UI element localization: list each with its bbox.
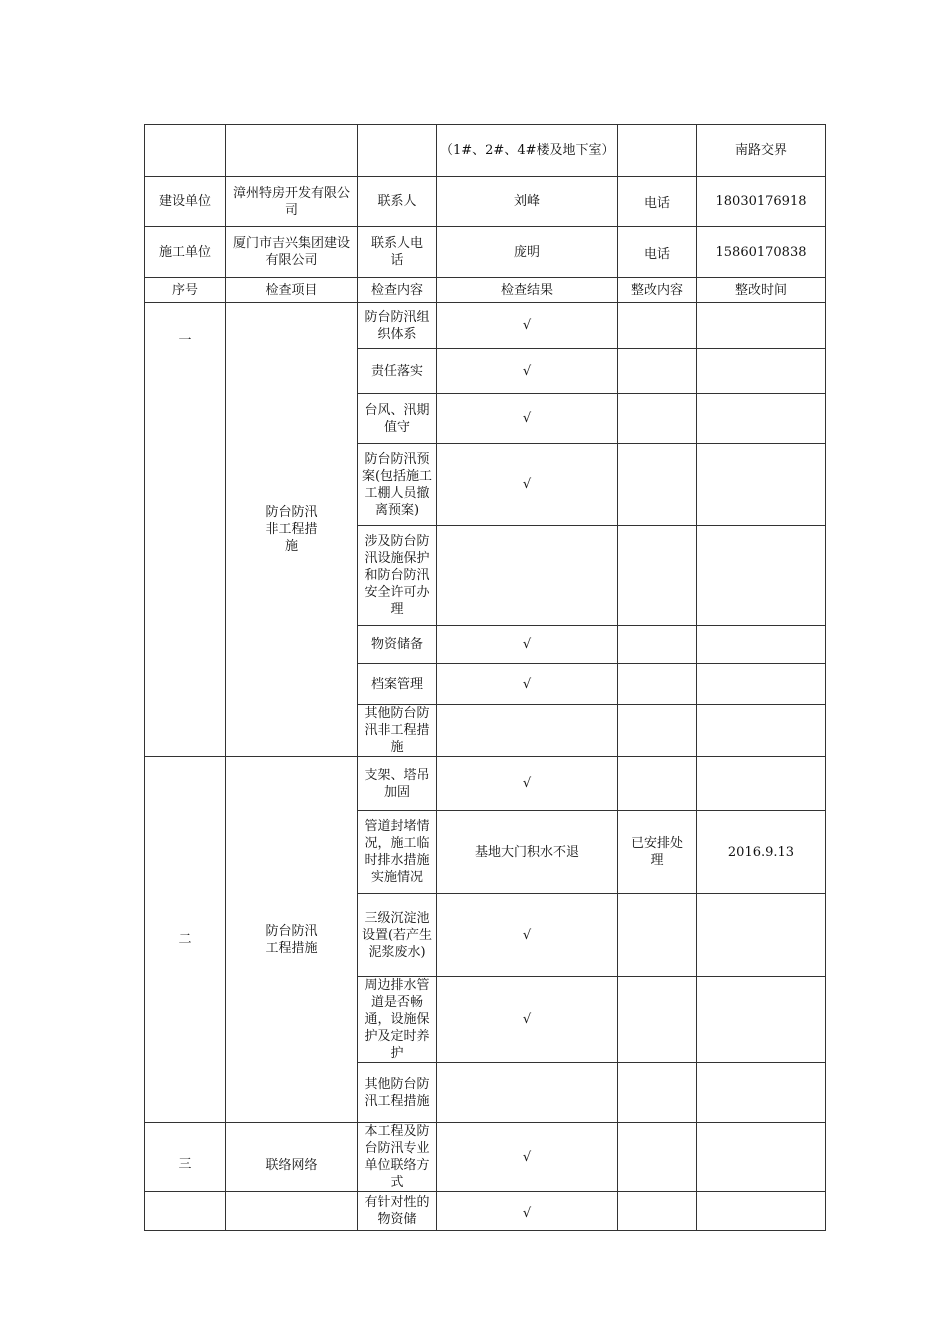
check-content: 物资储备: [358, 626, 437, 664]
check-content: 涉及防台防汛设施保护和防台防汛安全许可办理: [358, 526, 437, 626]
check-result: √: [437, 894, 618, 977]
section-3-item: 联络网络: [226, 1123, 358, 1192]
table-row: [145, 303, 826, 349]
col-item: 检查项目: [226, 278, 358, 303]
check-result: [437, 1063, 618, 1123]
check-result: √: [437, 303, 618, 349]
check-result: √: [437, 394, 618, 444]
constructor-name: 厦门市吉兴集团建设有限公司: [226, 227, 358, 278]
check-content: 责任落实: [358, 349, 437, 394]
check-result: √: [437, 349, 618, 394]
header-row-continuation: [145, 125, 826, 177]
check-result: 基地大门积水不退: [437, 811, 618, 894]
check-result: √: [437, 757, 618, 811]
builder-label: 建设单位: [145, 177, 226, 227]
check-result: [437, 526, 618, 626]
check-result: √: [437, 664, 618, 705]
check-content: 其他防台防汛工程措施: [358, 1063, 437, 1123]
builder-name: 漳州特房开发有限公司: [226, 177, 358, 227]
check-result: √: [437, 977, 618, 1063]
check-result: √: [437, 444, 618, 526]
builder-contact: 刘峰: [437, 177, 618, 227]
col-content: 检查内容: [358, 278, 437, 303]
check-content: 三级沉淀池设置(若产生泥浆废水): [358, 894, 437, 977]
project-location-cell: （1#、2#、4#楼及地下室）: [437, 125, 618, 177]
check-content: 档案管理: [358, 664, 437, 705]
check-content: 防台防汛预案(包括施工工棚人员撤离预案): [358, 444, 437, 526]
table-row: [145, 1192, 826, 1231]
check-result: √: [437, 1192, 618, 1231]
constructor-contact: 庞明: [437, 227, 618, 278]
builder-phone: 18030176918: [697, 177, 826, 227]
constructor-contact-label: 联系人电话: [358, 227, 437, 278]
check-content: 防台防汛组织体系: [358, 303, 437, 349]
section-1-item: 防台防汛非工程措施: [226, 303, 358, 757]
check-content: 台风、汛期值守: [358, 394, 437, 444]
section-2-no: 二: [145, 757, 226, 1123]
section-1-no: 一: [178, 332, 192, 348]
section-2-item: 防台防汛工程措施: [226, 757, 358, 1123]
check-content: 周边排水管道是否畅通，设施保护及定时养护: [358, 977, 437, 1063]
constructor-row: [145, 227, 826, 278]
builder-contact-label: 联系人: [358, 177, 437, 227]
fix-content: 已安排处理: [618, 811, 697, 894]
col-time: 整改时间: [697, 278, 826, 303]
constructor-label: 施工单位: [145, 227, 226, 278]
col-fix: 整改内容: [618, 278, 697, 303]
builder-phone-label: 电话: [618, 177, 697, 227]
section-3-no: 三: [145, 1123, 226, 1192]
constructor-phone-label: 电话: [618, 227, 697, 278]
road-cell: 南路交界: [697, 125, 826, 177]
table-row: [145, 1123, 826, 1192]
check-content: 其他防台防汛非工程措施: [358, 705, 437, 757]
column-header-row: [145, 278, 826, 303]
check-result: √: [437, 626, 618, 664]
check-result: √: [437, 1123, 618, 1192]
constructor-phone: 15860170838: [697, 227, 826, 278]
inspection-table: [144, 124, 826, 1231]
fix-time: 2016.9.13: [697, 811, 826, 894]
col-result: 检查结果: [437, 278, 618, 303]
check-content: 有针对性的物资储: [358, 1192, 437, 1231]
check-content: 本工程及防台防汛专业单位联络方式: [358, 1123, 437, 1192]
table-row: [145, 757, 826, 811]
check-content: 管道封堵情况，施工临时排水措施实施情况: [358, 811, 437, 894]
check-result: [437, 705, 618, 757]
col-no: 序号: [145, 278, 226, 303]
builder-row: [145, 177, 826, 227]
check-content: 支架、塔吊加固: [358, 757, 437, 811]
